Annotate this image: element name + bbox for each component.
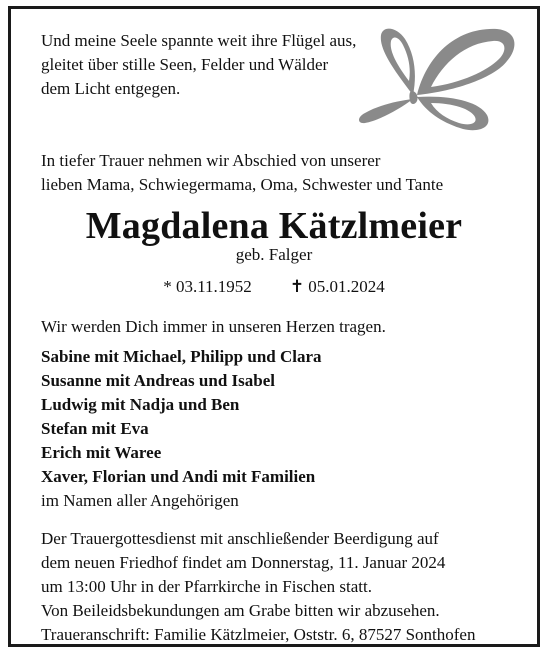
intro-line: lieben Mama, Schwiegermama, Oma, Schwester und Tante	[41, 175, 444, 194]
poem-line: Und meine Seele spannte weit ihre Flügel aus,	[41, 31, 357, 50]
family-member: Ludwig mit Nadja und Ben	[41, 395, 240, 414]
butterfly-icon	[357, 25, 519, 133]
family-member: Susanne mit Andreas und Isabel	[41, 371, 275, 390]
service-line: dem neuen Friedhof findet am Donnerstag, 11. Januar 2024	[41, 553, 446, 572]
service-line: Von Beileidsbekundungen am Grabe bitten wir abzusehen.	[41, 601, 440, 620]
life-dates	[11, 277, 537, 297]
death-date: ✝ 05.01.2024	[289, 277, 385, 296]
poem-line: gleitet über stille Seen, Felder und Wälder	[41, 55, 329, 74]
service-info	[41, 527, 475, 647]
deceased-name: Magdalena Kätzlmeier	[85, 205, 463, 247]
poem-verse	[41, 29, 356, 101]
family-member: Stefan mit Eva	[41, 419, 149, 438]
maiden-name: geb. Falger	[235, 245, 313, 264]
family-member: Xaver, Florian und Andi mit Familien	[41, 467, 316, 486]
closing-line: Wir werden Dich immer in unseren Herzen tragen.	[41, 317, 386, 336]
intro-text	[41, 149, 443, 197]
service-line: Der Trauergottesdienst mit anschließender Beerdigung auf	[41, 529, 439, 548]
family-list	[41, 345, 322, 513]
relatives-line: im Namen aller Angehörigen	[41, 491, 239, 510]
service-line: um 13:00 Uhr in der Pfarrkirche in Fischen statt.	[41, 577, 372, 596]
family-member: Sabine mit Michael, Philipp und Clara	[41, 347, 322, 366]
birth-date: * 03.11.1952	[163, 277, 252, 296]
intro-line: In tiefer Trauer nehmen wir Abschied von unserer	[41, 151, 381, 170]
poem-line: dem Licht entgegen.	[41, 79, 181, 98]
obituary-notice	[8, 6, 540, 647]
family-member: Erich mit Waree	[41, 443, 162, 462]
service-line: Traueranschrift: Familie Kätzlmeier, Oststr. 6, 87527 Sonthofen	[41, 625, 476, 644]
